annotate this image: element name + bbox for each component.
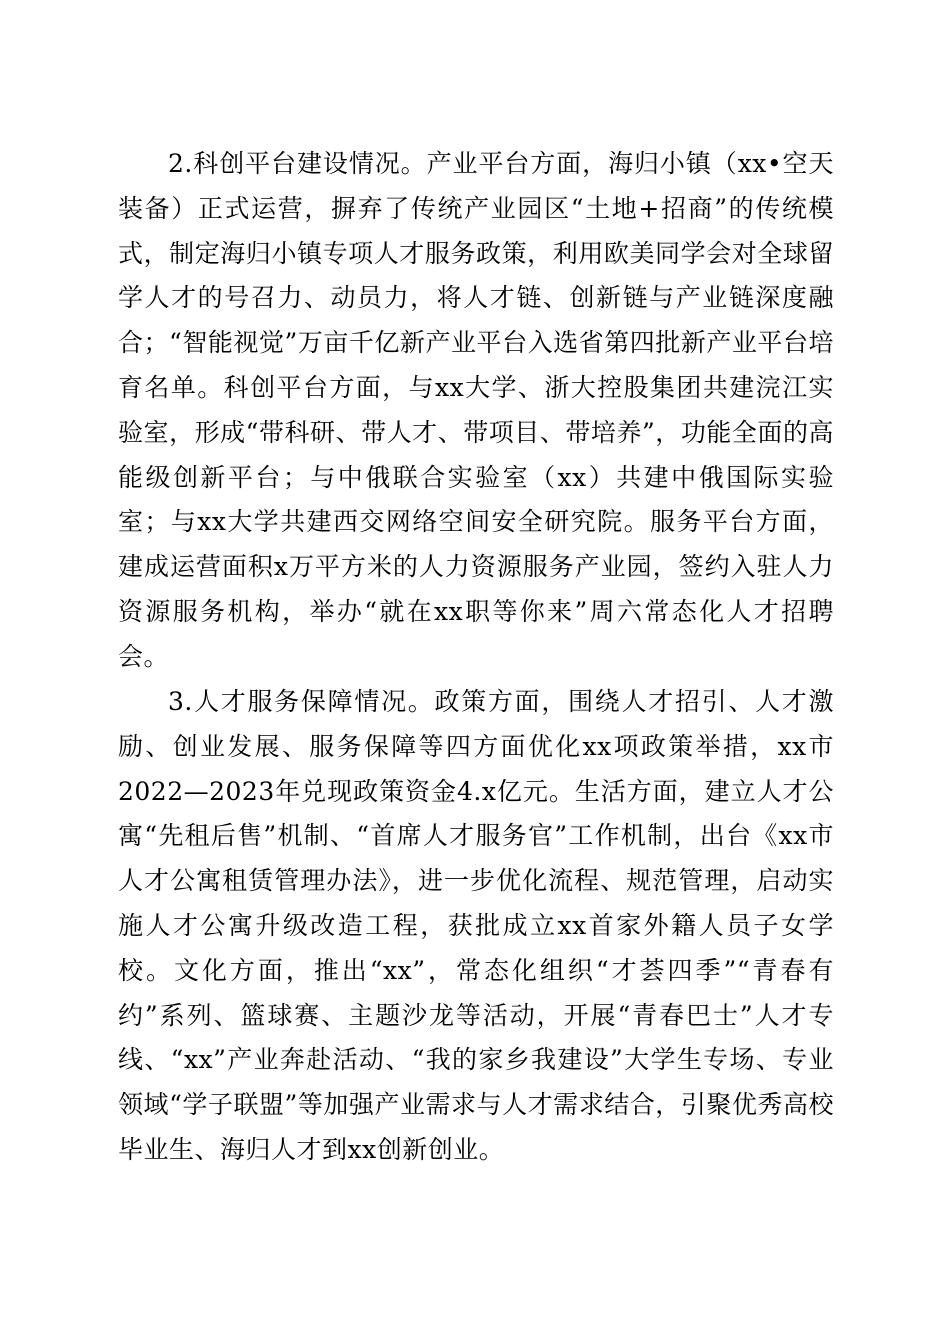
section-tech-platform (118, 142, 834, 680)
section-talent-service (118, 680, 834, 1173)
paragraph-talent-service: 3.人才服务保障情况。政策方面，围绕人才招引、人才激励、创业发展、服务保障等四方面优化xx项政策举措，xx市2022—2023年兑现政策资金4.x亿元。生活方面，建立人才公寓“先租后售”机制、“首席人才服务官”工作机制，出台《xx市人才公寓租赁管理办法》，进一步优化流程、规范管理，启动实施人才公寓升级改造工程，获批成立xx首家外籍人员子女学校。文化方面，推出“xx”，常态化组织“才荟四季”“青春有约”系列、篮球赛、主题沙龙等活动，开展“青春巴士”人才专线、“xx”产业奔赴活动、“我的家乡我建设”大学生专场、专业领域“学子联盟”等加强产业需求与人才需求结合，引聚优秀高校毕业生、海归人才到xx创新创业。 (118, 687, 834, 1164)
paragraph-tech-platform: 2.科创平台建设情况。产业平台方面，海归小镇（xx•空天装备）正式运营，摒弃了传统产业园区“土地+招商”的传统模式，制定海归小镇专项人才服务政策，利用欧美同学会对全球留学人才的号召力、动员力，将人才链、创新链与产业链深度融合；“智能视觉”万亩千亿新产业平台入选省第四批新产业平台培育名单。科创平台方面，与xx大学、浙大控股集团共建浣江实验室，形成“带科研、带人才、带项目、带培养”，功能全面的高能级创新平台；与中俄联合实验室（xx）共建中俄国际实验室；与xx大学共建西交网络空间安全研究院。服务平台方面，建成运营面积x万平方米的人力资源服务产业园，签约入驻人力资源服务机构，举办“就在xx职等你来”周六常态化人才招聘会。 (118, 149, 834, 671)
